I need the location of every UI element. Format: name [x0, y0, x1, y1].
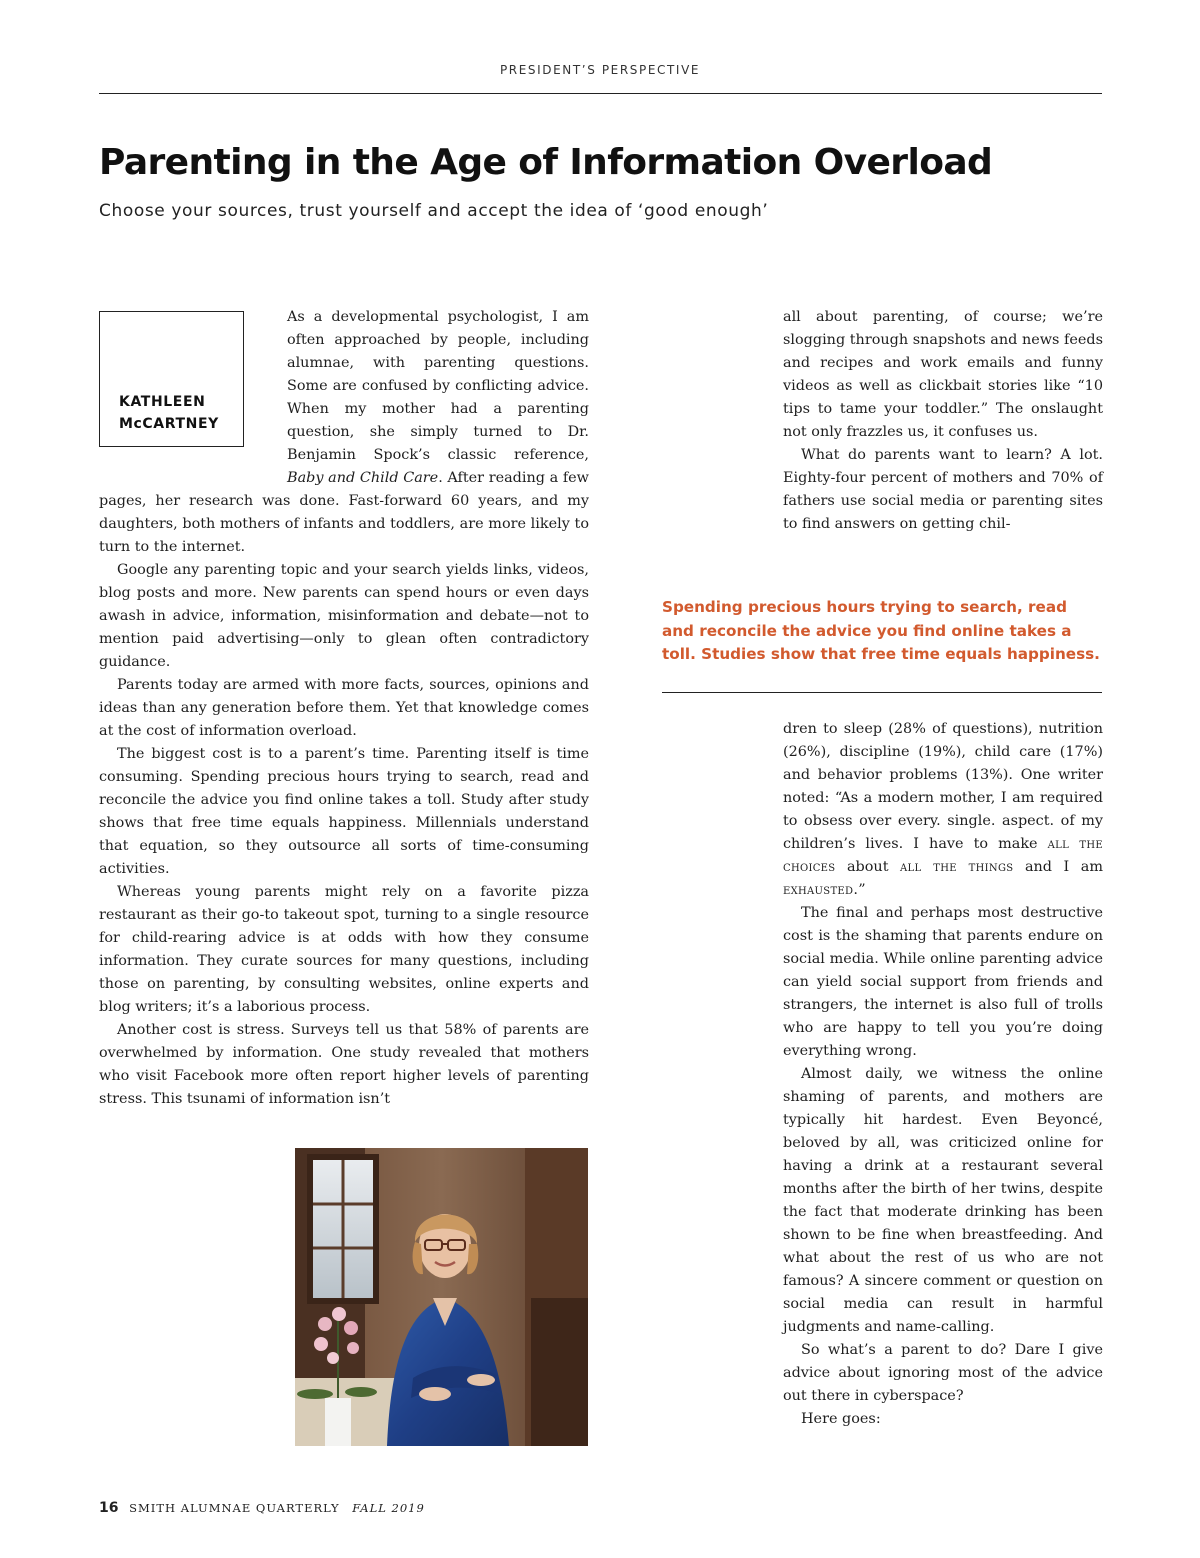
article-subtitle: Choose your sources, trust yourself and accept the idea of ‘good enough’ — [99, 201, 769, 221]
body-column-right-top — [783, 306, 1103, 536]
body-paragraph: dren to sleep (28% of questions), nutrition (26%), discipline (19%), child care (17%) and behavior problems (13%). One writer noted: “As a modern mother, I am required to obsess over every. single. aspect. of my children’s lives. I have to make all the choices about all the things and I am exhausted.” — [783, 721, 1103, 898]
body-paragraph: The final and perhaps most destructive cost is the shaming that parents endure on social media. While online parenting advice can yield social support from friends and strangers, the internet is also full of trolls who are happy to tell you you’re doing everything wrong. — [783, 905, 1103, 1059]
publication-name: SMITH ALUMNAE QUARTERLY — [129, 1501, 340, 1515]
body-paragraph: Whereas young parents might rely on a favorite pizza restaurant as their go-to takeout spot, turning to a single resource for child-rearing advice is at odds with how they consume information. They curate sources for many questions, including those on parenting, by consulting websites, online experts and blog writers; it’s a laborious process. — [99, 884, 589, 1015]
body-paragraph: Another cost is stress. Surveys tell us that 58% of parents are overwhelmed by information. One study revealed that mothers who visit Facebook more often report higher levels of parenting stress. This tsunami of information isn’t — [99, 1022, 589, 1107]
page-number: 16 — [99, 1500, 119, 1516]
body-paragraph: The biggest cost is to a parent’s time. Parenting itself is time consuming. Spending precious hours trying to search, read and reconcile the advice you find online takes a toll. Study after study shows that free time equals happiness. Millennials understand that equation, so they outsource all sorts of time-consuming activities. — [99, 746, 589, 877]
header-rule — [99, 93, 1102, 94]
body-paragraph: Google any parenting topic and your search yields links, videos, blog posts and more. New parents can spend hours or even days awash in advice, information, misinformation and debate—not to mention paid advertising—only to glean often contradictory guidance. — [99, 562, 589, 670]
body-paragraph: Almost daily, we witness the online shaming of parents, and mothers are typically hit hardest. Even Beyoncé, beloved by all, was criticized online for having a drink at a restaurant several months after the birth of her twins, despite the fact that moderate drinking has been shown to be fine when breastfeeding. And what about the rest of us who are not famous? A sincere comment or question on social media can result in harmful judgments and name-calling. — [783, 1066, 1103, 1335]
body-paragraph: Here goes: — [801, 1411, 881, 1427]
book-title: Baby and Child Care — [287, 470, 439, 486]
body-paragraph: So what’s a parent to do? Dare I give advice about ignoring most of the advice out there in cyberspace? — [783, 1342, 1103, 1404]
issue-date: FALL 2019 — [352, 1501, 425, 1515]
body-column-right-bottom — [783, 718, 1103, 1431]
page-footer — [99, 1500, 425, 1516]
body-paragraph: As a developmental psychologist, I am often approached by people, including alumnae, with parenting questions. Some are confused by conflicting advice. When my mother had a parenting question, she simply turned to Dr. Benjamin Spock’s classic reference, Baby and Child Care. After reading a few pages, her research was done. Fast-forward 60 years, and my daughters, both mothers of infants and toddlers, are more likely to turn to the internet. — [99, 309, 589, 555]
pull-quote: Spending precious hours trying to search, read and reconcile the advice you find online takes a toll. Studies show that free time equals happiness. — [662, 598, 1100, 663]
author-first-name: KATHLEEN — [119, 394, 206, 410]
article-title: Parenting in the Age of Information Overload — [99, 142, 993, 183]
body-column-left — [99, 306, 589, 1111]
author-last-name: McCARTNEY — [119, 416, 219, 432]
body-paragraph: What do parents want to learn? A lot. Eighty-four percent of mothers and 70% of fathers use social media or parenting sites to find answers on getting chil- — [783, 447, 1103, 532]
body-paragraph: Parents today are armed with more facts, sources, opinions and ideas than any generation before them. Yet that knowledge comes at the cost of information overload. — [99, 677, 589, 739]
author-portrait-photo — [295, 1148, 588, 1446]
pull-quote-rule — [662, 692, 1102, 693]
section-label: PRESIDENT’S PERSPECTIVE — [499, 63, 701, 77]
body-paragraph: all about parenting, of course; we’re slogging through snapshots and news feeds and recipes and work emails and funny videos as well as clickbait stories like “10 tips to tame your toddler.” The onslaught not only frazzles us, it confuses us. — [783, 309, 1103, 440]
